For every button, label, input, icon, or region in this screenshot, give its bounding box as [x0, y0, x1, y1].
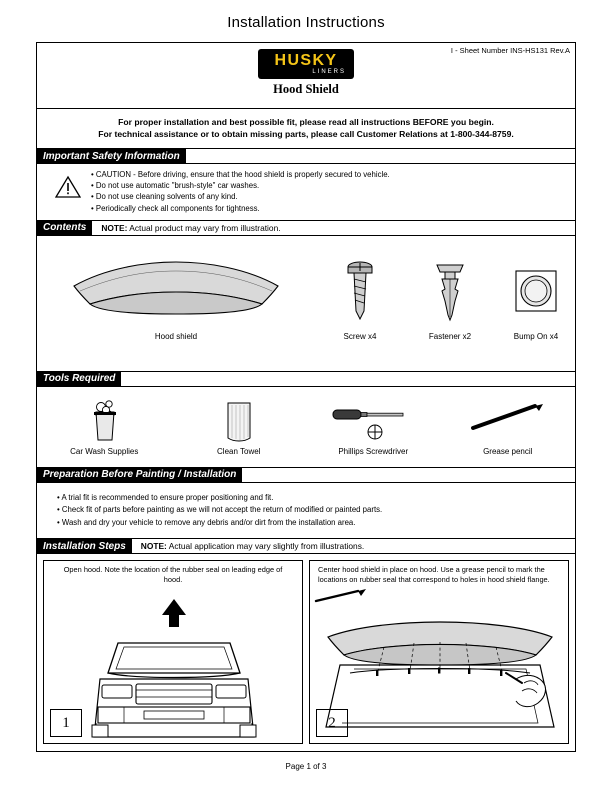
- installation-note-label: NOTE:: [140, 541, 167, 552]
- contents-body: [37, 236, 575, 372]
- tool-label-car-wash-supplies: Car Wash Supplies: [70, 447, 139, 457]
- safety-bullet-list: [91, 169, 567, 214]
- tool-label-grease-pencil: Grease pencil: [483, 447, 533, 457]
- installation-note-text: Actual application may vary slightly from illustrations.: [168, 541, 365, 552]
- towel-icon: [217, 397, 261, 445]
- safety-bullet-3: • Periodically check all components for tightness.: [91, 203, 260, 213]
- tool-clean-towel: [172, 387, 307, 467]
- contents-note-text: Actual product may vary from illustration.: [129, 222, 281, 233]
- husky-liners-logo: [258, 49, 354, 79]
- truck-front-hood-open-icon: [44, 587, 302, 739]
- sheet-number: I - Sheet Number INS-HS131 Rev.A: [450, 46, 570, 55]
- installation-step-2: [309, 560, 569, 744]
- safety-bullet-2: • Do not use cleaning solvents of any kind.: [91, 192, 238, 202]
- warning-triangle-icon: [45, 169, 91, 214]
- page-title: Installation Instructions: [227, 14, 385, 31]
- preparation-section-header: [37, 468, 575, 483]
- pencil-icon: [465, 397, 551, 445]
- notice-line-1: For proper installation and best possible fit, please read all instructions BEFORE you begin.: [118, 117, 494, 127]
- contents-note: [92, 223, 280, 233]
- installation-steps-area: [37, 554, 575, 744]
- step-2-number: 2: [316, 709, 348, 737]
- notice-line-2: For technical assistance or to obtain missing parts, please call Customer Relations at 1-800-344-8759.: [98, 129, 514, 139]
- read-instructions-notice: [37, 109, 575, 149]
- tools-section-title: Tools Required: [37, 371, 121, 386]
- installation-step-1: [43, 560, 303, 744]
- part-fastener: [405, 236, 495, 371]
- hood-shield-placement-icon: [310, 587, 568, 739]
- part-label-bump-on: Bump On x4: [513, 331, 559, 341]
- part-hood-shield: [37, 236, 315, 371]
- part-screw: [315, 236, 405, 371]
- part-label-fastener: Fastener x2: [428, 331, 472, 341]
- preparation-bullet-0: • A trial fit is recommended to ensure proper positioning and fit.: [57, 492, 274, 502]
- contents-section-title: Contents: [37, 220, 92, 235]
- safety-bullet-0: • CAUTION - Before driving, ensure that the hood shield is properly secured to vehicle.: [91, 170, 390, 179]
- installation-note: [132, 541, 364, 551]
- header-block: [37, 43, 575, 109]
- contents-note-label: NOTE:: [101, 222, 128, 233]
- screw-icon: [343, 250, 377, 332]
- preparation-bullet-1: • Check fit of parts before painting as we will not accept the return of modified or painted parts.: [57, 505, 383, 515]
- tools-section-header: [37, 372, 575, 387]
- step-1-caption: Open hood. Note the location of the rubber seal on leading edge of hood.: [63, 565, 283, 584]
- product-title: Hood Shield: [273, 82, 339, 96]
- part-label-hood-shield: Hood shield: [154, 331, 198, 341]
- logo-brand-name: HUSKY: [274, 51, 338, 69]
- step-1-number: 1: [50, 709, 82, 737]
- installation-section-title: Installation Steps: [37, 539, 132, 554]
- tool-grease-pencil: [441, 387, 576, 467]
- safety-bullet-1: • Do not use automatic "brush-style" car washes.: [91, 181, 260, 191]
- tools-body: [37, 387, 575, 468]
- step-2-caption: Center hood shield in place on hood. Use a grease pencil to mark the locations on rubber seal that correspond to holes in hood shield flange.: [318, 565, 550, 584]
- bump-on-icon: [514, 250, 558, 332]
- safety-section-header: [37, 149, 575, 164]
- bucket-icon: [82, 397, 126, 445]
- preparation-section-title: Preparation Before Painting / Installation: [37, 467, 242, 482]
- page-footer: Page 1 of 3: [285, 762, 327, 771]
- screwdriver-icon: [327, 397, 419, 445]
- safety-body: [37, 164, 575, 221]
- part-label-screw: Screw x4: [343, 331, 377, 341]
- preparation-bullet-2: • Wash and dry your vehicle to remove any debris and/or dirt from the installation area.: [57, 517, 356, 527]
- tool-label-clean-towel: Clean Towel: [217, 447, 261, 457]
- tool-car-wash-supplies: [37, 387, 172, 467]
- fastener-icon: [433, 250, 467, 332]
- logo-brand-subname: LINERS: [312, 68, 346, 75]
- tool-label-phillips-screwdriver: Phillips Screwdriver: [338, 447, 409, 457]
- document-frame: [36, 42, 576, 752]
- contents-section-header: [37, 221, 575, 236]
- hood-shield-icon: [66, 250, 286, 332]
- tool-phillips-screwdriver: [306, 387, 441, 467]
- installation-section-header: [37, 539, 575, 554]
- safety-section-title: Important Safety Information: [37, 149, 186, 164]
- preparation-body: [37, 483, 575, 540]
- part-bump-on: [495, 236, 577, 371]
